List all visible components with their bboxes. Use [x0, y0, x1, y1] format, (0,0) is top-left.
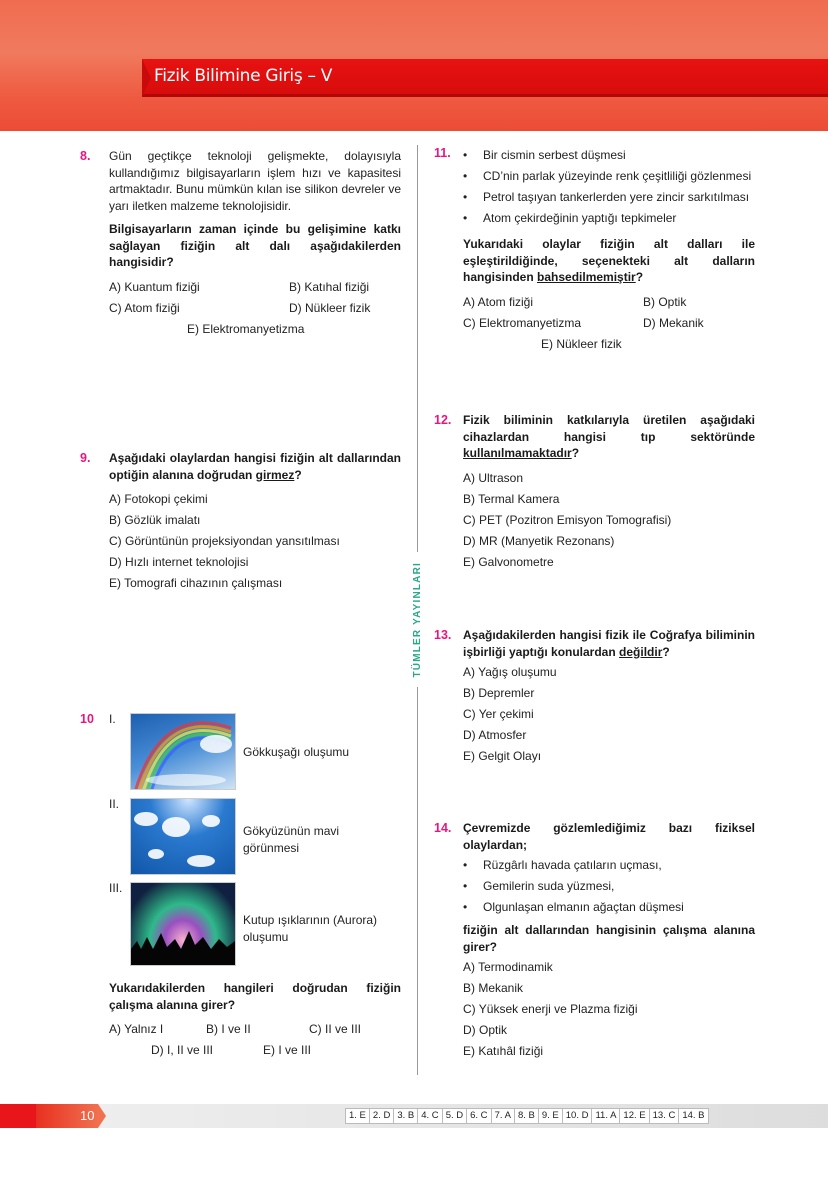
question-intro: Çevremizde gözlemlediğimiz bazı fiziksel olaylardan;	[463, 821, 755, 852]
options	[109, 277, 401, 340]
option-b[interactable]: B) Katıhal fiziği	[289, 279, 370, 294]
option-d[interactable]: D) MR (Manyetik Rezonans)	[463, 533, 615, 548]
bullet-item: • Gemilerin suda yüzmesi,	[463, 876, 755, 897]
rainbow-image	[130, 713, 236, 790]
question-text: Yukarıdakilerden hangileri doğrudan fiziğin çalışma alanına girer?	[109, 981, 401, 1012]
question-12	[434, 412, 755, 573]
option-a[interactable]: A) Kuantum fiziği	[109, 279, 200, 294]
bullet-item: • Petrol taşıyan tankerlerden yere zincir sarkıtılması	[463, 187, 755, 208]
option-c[interactable]: C) Atom fiziği	[109, 300, 180, 315]
question-text	[463, 236, 755, 286]
bullet-list	[463, 855, 755, 918]
option-d[interactable]: D) Hızlı internet teknolojisi	[109, 555, 249, 569]
option-a[interactable]: A) Yalnız I	[109, 1022, 164, 1036]
option-e[interactable]: E) Katıhâl fiziği	[463, 1044, 544, 1058]
option-c[interactable]: C) Görüntünün projeksiyondan yansıtılması	[109, 534, 340, 548]
item-label: Gökyüzünün mavi görünmesi	[243, 824, 340, 855]
question-text	[463, 627, 755, 660]
question-text: fiziğin alt dallarından hangisinin çalışma alanına girer?	[463, 923, 755, 954]
question-text-part: ?	[635, 270, 644, 284]
option-d[interactable]: D) Mekanik	[643, 315, 704, 330]
roman-numeral: I.	[109, 712, 116, 726]
option-d[interactable]: D) I, II ve III	[151, 1043, 214, 1057]
answer-key-item: 6. C	[466, 1108, 491, 1124]
answer-key-item: 12. E	[619, 1108, 649, 1124]
question-text-part: Aşağıdakilerden hangisi fizik ile Coğrafya biliminin işbirliği yaptığı konulardan	[463, 628, 755, 659]
answer-key-item: 2. D	[369, 1108, 394, 1124]
question-number: 12.	[434, 413, 452, 427]
answer-key	[345, 1108, 708, 1124]
bullet-item: • Bir cismin serbest düşmesi	[463, 145, 755, 166]
question-14	[434, 820, 755, 1062]
option-b[interactable]: B) I ve II	[206, 1022, 251, 1036]
option-d[interactable]: D) Atmosfer	[463, 728, 527, 742]
question-text-part: Yukarıdaki olaylar fiziğin alt dalları ile eşleştirildiğinde, seçenekteki alt dalların hangisinden	[463, 237, 755, 284]
options-row	[109, 1040, 401, 1061]
option-b[interactable]: B) Termal Kamera	[463, 491, 560, 506]
question-text	[109, 450, 401, 483]
option-c[interactable]: C) Yüksek enerji ve Plazma fiziği	[463, 1002, 638, 1016]
roman-numeral: III.	[109, 881, 123, 895]
options	[463, 662, 755, 767]
answer-key-item: 10. D	[562, 1108, 593, 1124]
question-text: Bilgisayarların zaman içinde bu gelişimine katkı sağlayan fiziğin alt dalı aşağıdakilerden hangisidir?	[109, 222, 401, 269]
underlined-word: kullanılmamaktadır	[463, 446, 572, 460]
option-e[interactable]: E) Elektromanyetizma	[187, 321, 305, 336]
option-a[interactable]: A) Ultrason	[463, 470, 524, 485]
answer-key-item: 9. E	[538, 1108, 563, 1124]
underlined-word: bahsedilmemiştir	[537, 270, 636, 284]
question-number: 14.	[434, 821, 452, 835]
question-8	[80, 148, 401, 340]
option-e[interactable]: E) Galvonometre	[463, 554, 554, 569]
answer-key-item: 5. D	[442, 1108, 467, 1124]
option-e[interactable]: E) I ve III	[263, 1043, 312, 1057]
options	[463, 468, 755, 573]
page-number-arrow	[98, 1104, 106, 1128]
question-number: 13.	[434, 628, 452, 642]
answer-key-item: 13. C	[649, 1108, 680, 1124]
question-text-part: ?	[571, 446, 580, 460]
question-text-part: ?	[662, 644, 670, 659]
options	[463, 957, 755, 1062]
page-number: 10	[80, 1108, 95, 1123]
option-c[interactable]: C) Elektromanyetizma	[463, 315, 582, 330]
blue-sky-image	[130, 798, 236, 875]
options-row	[109, 1019, 401, 1040]
option-c[interactable]: C) Yer çekimi	[463, 707, 534, 721]
option-a[interactable]: A) Fotokopi çekimi	[109, 492, 208, 506]
question-number: 11.	[434, 146, 451, 160]
bullet-item: • Olgunlaşan elmanın ağaçtan düşmesi	[463, 897, 755, 918]
option-c[interactable]: C) II ve III	[309, 1022, 362, 1036]
option-b[interactable]: B) Optik	[643, 294, 687, 309]
option-a[interactable]: A) Termodinamik	[463, 960, 553, 974]
publisher-brand-text: TÜMLER YAYINLARI	[411, 561, 423, 678]
question-10	[109, 980, 401, 1061]
option-e[interactable]: E) Nükleer fizik	[541, 336, 622, 351]
question-text-part: Fizik biliminin katkılarıyla üretilen aşağıdaki cihazlardan hangisi tıp sektöründe	[463, 413, 755, 444]
option-e[interactable]: E) Gelgit Olayı	[463, 749, 542, 763]
answer-key-item: 7. A	[491, 1108, 515, 1124]
option-a[interactable]: A) Yağış oluşumu	[463, 665, 557, 679]
roman-numeral: II.	[109, 797, 120, 811]
bullet-item: • CD’nin parlak yüzeyinde renk çeşitliliği gözlenmesi	[463, 166, 755, 187]
item-label: Kutup ışıklarının (Aurora) oluşumu	[243, 913, 378, 944]
question-text-part: ?	[294, 467, 302, 482]
question-11	[434, 145, 755, 355]
option-e[interactable]: E) Tomografi cihazının çalışması	[109, 576, 283, 590]
item-label: Gökkuşağı oluşumu	[243, 745, 350, 759]
question-number: 10	[80, 712, 94, 726]
option-a[interactable]: A) Atom fiziği	[463, 294, 534, 309]
option-b[interactable]: B) Depremler	[463, 686, 535, 700]
question-9	[80, 450, 401, 594]
question-13	[434, 627, 755, 767]
question-number: 9.	[80, 451, 91, 465]
bullet-item: • Atom çekirdeğinin yaptığı tepkimeler	[463, 208, 755, 229]
options	[463, 292, 755, 355]
answer-key-item: 3. B	[393, 1108, 418, 1124]
bullet-item: • Rüzgârlı havada çatıların uçması,	[463, 855, 755, 876]
option-b[interactable]: B) Gözlük imalatı	[109, 513, 201, 527]
question-text-part: Aşağıdaki olaylardan hangisi fiziğin alt dallarından optiğin alanına doğrudan	[109, 451, 401, 482]
answer-key-item: 4. C	[417, 1108, 442, 1124]
option-d[interactable]: D) Nükleer fizik	[289, 300, 371, 315]
option-d[interactable]: D) Optik	[463, 1023, 508, 1037]
answer-key-item: 14. B	[678, 1108, 708, 1124]
answer-key-item: 1. E	[345, 1108, 370, 1124]
publisher-brand	[402, 552, 432, 687]
question-stem: Gün geçtikçe teknoloji gelişmekte, dolayısıyla kullandığımız bilgisayarların işlem hızı ve kapasitesi artmaktadır. Bunu mümkün kılan ise silikon devreler ve yarı iletken malzeme teknolojisidir.	[109, 149, 401, 213]
page-title: Fizik Bilimine Giriş – V	[154, 66, 333, 86]
answer-key-item: 8. B	[514, 1108, 539, 1124]
footer-accent	[0, 1104, 36, 1128]
underlined-word: değildir	[619, 644, 663, 659]
answer-key-item: 11. A	[591, 1108, 620, 1124]
underlined-word: girmez	[255, 467, 295, 482]
options	[109, 489, 401, 594]
options	[109, 1019, 401, 1061]
question-number: 8.	[80, 149, 91, 163]
option-c[interactable]: C) PET (Pozitron Emisyon Tomografisi)	[463, 512, 672, 527]
question-text	[463, 412, 755, 462]
aurora-image	[130, 882, 236, 966]
option-b[interactable]: B) Mekanik	[463, 981, 524, 995]
